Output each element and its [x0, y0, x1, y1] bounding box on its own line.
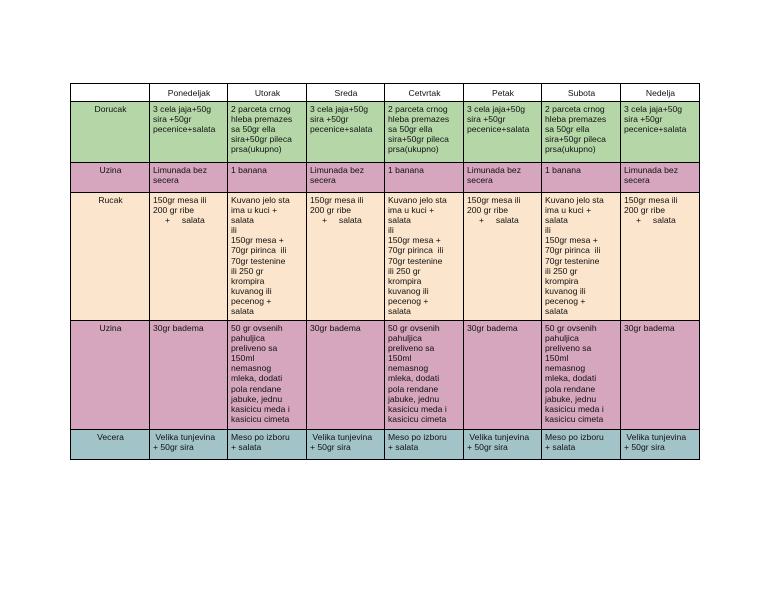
meal-cell: 50 gr ovsenih pahuljica preliveno sa 150ml nemasnog mleka, dodati pola rendane jabuke, jednu kasicicu meda i kasicicu cimeta	[385, 321, 464, 430]
day-header: Subota	[542, 84, 621, 102]
meal-cell: 2 parceta crnog hleba premazes sa 50gr ella sira+50gr pileca prsa(ukupno)	[385, 102, 464, 163]
meal-cell: Limunada bez secera	[464, 163, 542, 193]
meal-cell: Velika tunjevina + 50gr sira	[307, 430, 385, 460]
meal-cell: 3 cela jaja+50g sira +50gr pecenice+salata	[464, 102, 542, 163]
table-row	[71, 102, 700, 163]
meal-cell: 1 banana	[385, 163, 464, 193]
meal-cell: 30gr badema	[150, 321, 228, 430]
day-header: Cetvrtak	[385, 84, 464, 102]
corner-cell	[71, 84, 150, 102]
meal-plan-table	[70, 83, 700, 460]
meal-cell: Kuvano jelo sta ima u kuci + salata ili 150gr mesa + 70gr pirinca ili 70gr testenine ili 250 gr krompira kuvanog ili pecenog + salata	[228, 193, 307, 321]
meal-cell: 1 banana	[542, 163, 621, 193]
day-header: Petak	[464, 84, 542, 102]
meal-cell: 3 cela jaja+50g sira +50gr pecenice+salata	[150, 102, 228, 163]
meal-cell: Velika tunjevina + 50gr sira	[150, 430, 228, 460]
meal-cell: Velika tunjevina + 50gr sira	[621, 430, 700, 460]
meal-cell: 3 cela jaja+50g sira +50gr pecenice+salata	[621, 102, 700, 163]
table-row	[71, 321, 700, 430]
meal-cell: Limunada bez secera	[307, 163, 385, 193]
table-row	[71, 193, 700, 321]
meal-cell: 50 gr ovsenih pahuljica preliveno sa 150ml nemasnog mleka, dodati pola rendane jabuke, jednu kasicicu meda i kasicicu cimeta	[228, 321, 307, 430]
table-row	[71, 430, 700, 460]
day-header: Sreda	[307, 84, 385, 102]
day-header: Ponedeljak	[150, 84, 228, 102]
meal-cell: Limunada bez secera	[621, 163, 700, 193]
meal-cell: Kuvano jelo sta ima u kuci + salata ili 150gr mesa + 70gr pirinca ili 70gr testenine ili 250 gr krompira kuvanog ili pecenog + salata	[542, 193, 621, 321]
meal-cell: Meso po izboru + salata	[542, 430, 621, 460]
meal-cell: 1 banana	[228, 163, 307, 193]
meal-cell: Velika tunjevina + 50gr sira	[464, 430, 542, 460]
meal-label: Uzina	[71, 321, 150, 430]
meal-cell: 150gr mesa ili 200 gr ribe + salata	[621, 193, 700, 321]
meal-cell: 50 gr ovsenih pahuljica preliveno sa 150ml nemasnog mleka, dodati pola rendane jabuke, jednu kasicicu meda i kasicicu cimeta	[542, 321, 621, 430]
meal-cell: Meso po izboru + salata	[385, 430, 464, 460]
meal-label: Rucak	[71, 193, 150, 321]
meal-cell: 30gr badema	[621, 321, 700, 430]
meal-cell: 2 parceta crnog hleba premazes sa 50gr ella sira+50gr pileca prsa(ukupno)	[228, 102, 307, 163]
meal-cell: 30gr badema	[464, 321, 542, 430]
day-header: Utorak	[228, 84, 307, 102]
meal-cell: 2 parceta crnog hleba premazes sa 50gr ella sira+50gr pileca prsa(ukupno)	[542, 102, 621, 163]
day-header: Nedelja	[621, 84, 700, 102]
meal-cell: Meso po izboru + salata	[228, 430, 307, 460]
meal-cell: 3 cela jaja+50g sira +50gr pecenice+salata	[307, 102, 385, 163]
meal-cell: 30gr badema	[307, 321, 385, 430]
meal-label: Vecera	[71, 430, 150, 460]
meal-cell: Kuvano jelo sta ima u kuci + salata ili 150gr mesa + 70gr pirinca ili 70gr testenine ili 250 gr krompira kuvanog ili pecenog + salata	[385, 193, 464, 321]
meal-label: Dorucak	[71, 102, 150, 163]
meal-cell: 150gr mesa ili 200 gr ribe + salata	[307, 193, 385, 321]
meal-cell: Limunada bez secera	[150, 163, 228, 193]
meal-cell: 150gr mesa ili 200 gr ribe + salata	[150, 193, 228, 321]
meal-label: Uzina	[71, 163, 150, 193]
meal-cell: 150gr mesa ili 200 gr ribe + salata	[464, 193, 542, 321]
table-row	[71, 163, 700, 193]
